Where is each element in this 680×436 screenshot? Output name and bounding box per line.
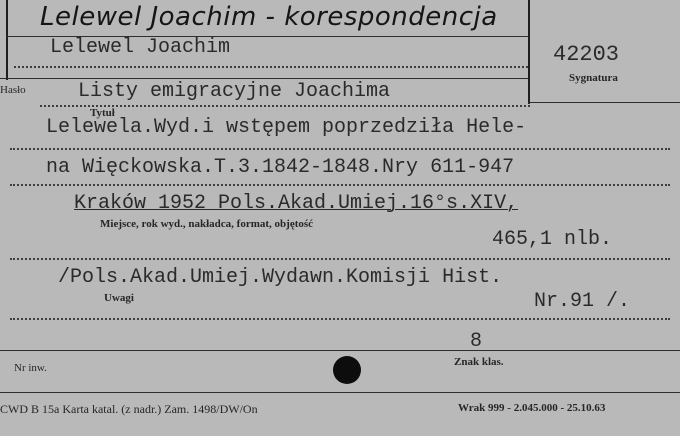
handwritten-title: Lelewel Joachim - korespondencja [40,2,498,32]
hasło-label: Hasło [0,84,26,96]
signature-number: 42203 [553,42,620,67]
signature-bottom-rule [528,102,680,103]
title-rule-3 [10,184,670,186]
imprint-line-2: 465,1 nlb. [492,228,613,251]
notes-rule [10,318,670,320]
title-line-3: na Więckowska.T.3.1842-1848.Nry 611-947 [46,156,515,179]
signature-label: Sygnatura [569,72,618,84]
imprint-line-1: Kraków 1952 Pols.Akad.Umiej.16°s.XIV, [74,192,519,215]
author-rule [14,66,528,68]
footer-print-run: Wrak 999 - 2.045.000 - 25.10.63 [458,402,606,414]
notes-line-2: Nr.91 /. [534,290,631,313]
top-left-border [6,0,8,80]
notes-label: Uwagi [104,292,134,304]
author-name: Lelewel Joachim [50,36,231,59]
hasło-rule [0,78,528,79]
classification-rule [0,350,680,351]
title-label: Tytuł [90,107,115,119]
inventory-label: Nr inw. [14,362,47,374]
classification-value: 8 [470,330,483,353]
footer-printing-info: CWD B 15a Karta katal. (z nadr.) Zam. 1498/DW/On [0,402,258,416]
title-rule-2 [10,148,670,150]
title-line-1: Listy emigracyjne Joachima [78,80,391,103]
notes-line-1: /Pols.Akad.Umiej.Wydawn.Komisji Hist. [58,266,503,289]
imprint-label: Miejsce, rok wyd., nakładca, format, objętość [100,218,314,230]
footer-rule [0,392,680,393]
punch-hole [333,356,361,384]
imprint-rule [10,258,670,260]
classification-label: Znak klas. [454,356,504,368]
title-line-2: Lelewela.Wyd.i wstępem poprzedziła Hele- [46,116,527,139]
signature-divider [528,0,530,104]
